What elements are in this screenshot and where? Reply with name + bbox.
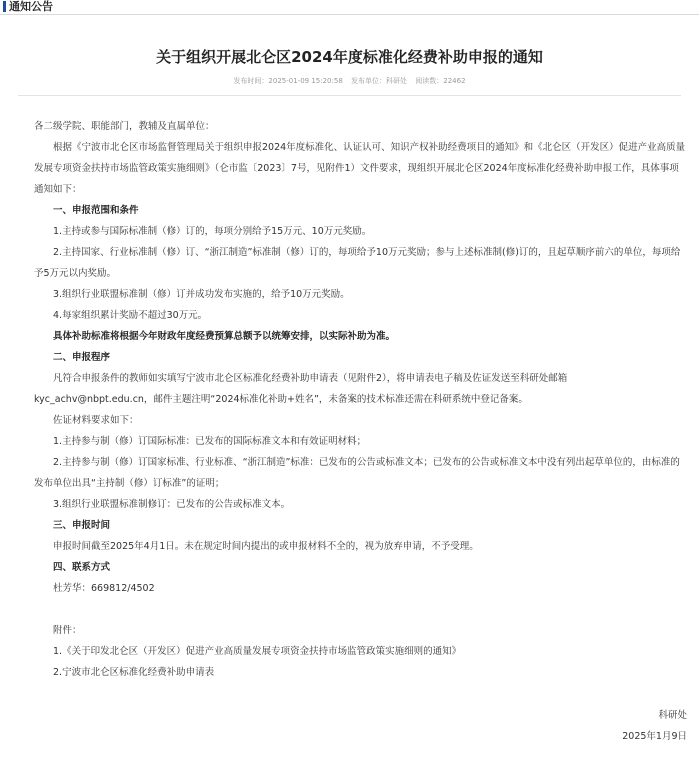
section-heading-procedure: 二、申报程序 — [53, 352, 111, 363]
attachment-2-link[interactable]: 2.宁波市北仑区标准化经费补助申请表 — [53, 667, 215, 678]
section-heading-deadline: 三、申报时间 — [53, 520, 111, 531]
section-title: 通知公告 — [9, 0, 53, 13]
attachments-label: 附件： — [53, 625, 82, 636]
article-title: 关于组织开展北仑区2024年度标准化经费补助申报的通知 — [156, 48, 543, 66]
evidence-item-3: 3.组织行业联盟标准制修订：已发布的公告或标准文本。 — [53, 499, 291, 510]
evidence-item-1: 1.主持参与制（修）订国际标准：已发布的国际标准文本和有效证明材料； — [53, 436, 367, 447]
section-heading-contact: 四、联系方式 — [53, 562, 111, 573]
article-meta — [0, 76, 699, 86]
contact-line: 杜芳华：669812/4502 — [53, 583, 155, 594]
scope-note: 具体补助标准将根据今年财政年度经费预算总额予以统筹安排，以实际补助为准。 — [53, 331, 396, 342]
scope-item-3: 3.组织行业联盟标准制（修）订并成功发布实施的，给予10万元奖励。 — [53, 289, 350, 300]
article-body — [34, 116, 686, 683]
procedure-paragraph: 凡符合申报条件的教师如实填写宁波市北仑区标准化经费补助申请表（见附件2），将申请表电子稿及佐证发送至科研处邮箱kyc_achv@nbpt.edu.cn，邮件主题注明“2024标准化补助+姓名”，未备案的技术标准还需在科研系统中登记备案。 — [34, 373, 568, 405]
scope-item-4: 4.每家组织累计奖励不超过30万元。 — [53, 310, 208, 321]
publisher: 发布单位：科研处 — [351, 77, 408, 85]
section-accent-bar — [3, 1, 6, 12]
view-count: 阅读数：22462 — [415, 77, 466, 85]
signature-org: 科研处 — [658, 710, 687, 721]
spacer — [34, 599, 686, 620]
scope-item-2: 2.主持国家、行业标准制（修）订、“浙江制造”标准制（修）订的，每项给予10万元奖励；参与上述标准制(修)订的，且起草顺序前六的单位，每项给予5万元以内奖励。 — [34, 247, 681, 279]
section-heading-scope: 一、申报范围和条件 — [53, 205, 139, 216]
evidence-requirements-label: 佐证材料要求如下： — [53, 415, 139, 426]
signature-date: 2025年1月9日 — [622, 731, 687, 742]
intro-paragraph: 根据《宁波市北仑区市场监督管理局关于组织申报2024年度标准化、认证认可、知识产权补助经费项目的通知》和《北仑区（开发区）促进产业高质量发展专项资金扶持市场监管政策实施细则》（仑市监〔2023〕7号，见附件1）文件要求，现组织开展北仑区2024年度标准化经费补助申报工作，具体事项通知如下： — [34, 142, 686, 195]
deadline-paragraph: 申报时间截至2025年4月1日。未在规定时间内提出的或申报材料不全的，视为放弃申请，不予受理。 — [53, 541, 479, 552]
section-header — [0, 0, 699, 15]
title-divider — [18, 95, 681, 96]
scope-item-1: 1.主持或参与国际标准制（修）订的，每项分别给予15万元、10万元奖励。 — [53, 226, 372, 237]
attachment-1-link[interactable]: 1.《关于印发北仑区（开发区）促进产业高质量发展专项资金扶持市场监管政策实施细则的通知》 — [53, 646, 462, 657]
salutation: 各二级学院、职能部门，教辅及直属单位： — [34, 121, 215, 132]
evidence-item-2: 2.主持参与制（修）订国家标准、行业标准、“浙江制造”标准：已发布的公告或标准文本；已发布的公告或标准文本中没有列出起草单位的，由标准的发布单位出具“主持制（修）订标准”的证明； — [34, 457, 680, 489]
publish-time: 发布时间：2025-01-09 15:20:58 — [233, 77, 343, 85]
